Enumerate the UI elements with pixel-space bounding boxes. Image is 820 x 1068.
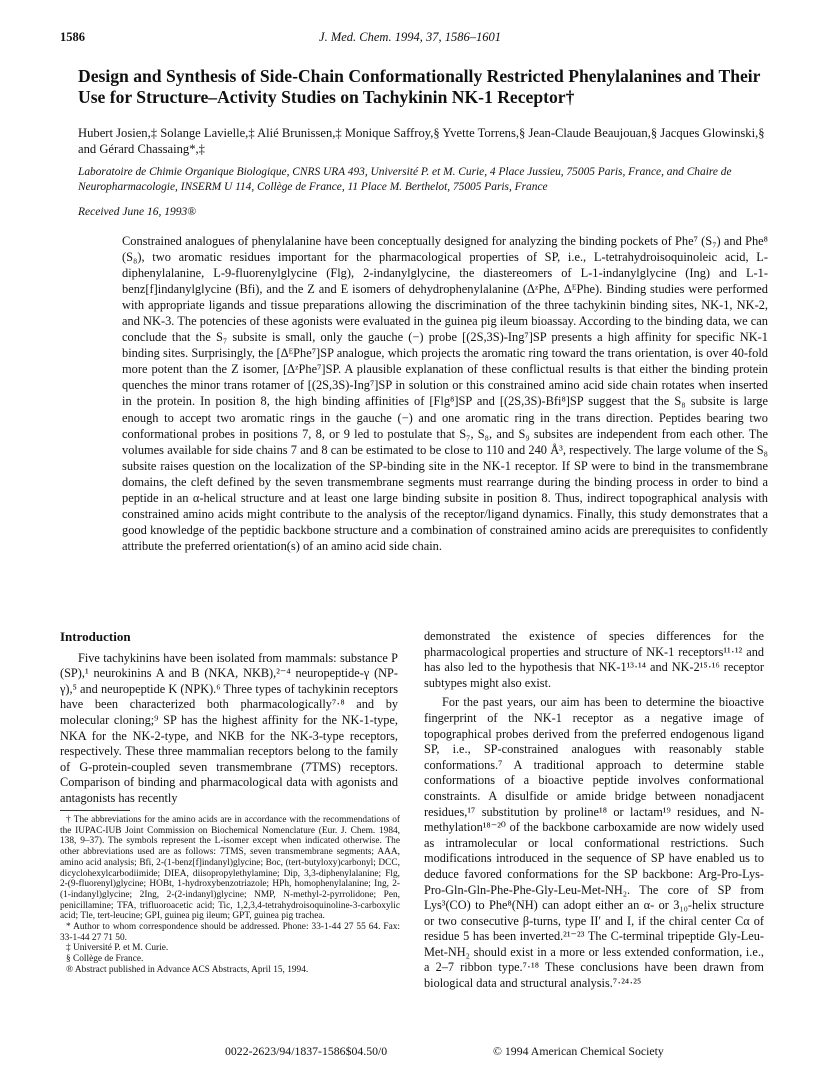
received-date: Received June 16, 1993® xyxy=(78,206,196,218)
section-heading-introduction: Introduction xyxy=(60,629,131,644)
left-column xyxy=(60,629,398,807)
intro-paragraph-1-continued: demonstrated the existence of species differences for the pharmacological properties and structure of NK-1 receptors¹¹·¹² and has also led to the hypothesis that NK-1¹³·¹⁴ and NK-2¹⁵·¹⁶ receptor subtypes might also exist. xyxy=(424,629,764,690)
author-list: Hubert Josien,‡ Solange Lavielle,‡ Alié Brunissen,‡ Monique Saffroy,§ Yvette Torrens,§ Jean-Claude Beaujouan,§ Jacques Glowinski,§ and Gérard Chassaing*,‡ xyxy=(78,126,765,156)
footnote-abstract-published: ® Abstract published in Advance ACS Abstracts, April 15, 1994. xyxy=(66,964,309,975)
issn-code: 0022-2623/94/1837-1586$04.50/0 xyxy=(225,1044,388,1058)
intro-paragraph-1: Five tachykinins have been isolated from mammals: substance P (SP),¹ neurokinins A and B (NKA, NKB),²⁻⁴ neuropeptide-γ (NP-γ),⁵ and neuropeptide K (NPK).⁶ Three types of tachykinin receptors have been characterized both pharmacologically⁷·⁸ and by molecular cloning;⁹ SP has the highest affinity for the NK-1-type, NKA for the NK-2-type, and NKB for the NK-3-type receptors, respectively. These three mammalian receptors belong to the family of G-protein-coupled seven transmembrane (7TMS) receptors. Comparison of binding and pharmacological data with agonists and antagonists has recently xyxy=(60,650,398,805)
affiliations: Laboratoire de Chimie Organique Biologique, CNRS URA 493, Université P. et M. Curie, 4 Place Jussieu, 75005 Paris, France, and Chaire de Neuropharmacologie, INSERM U 114, Collège de France, 11 Place M. Berthelot, 75005 Paris, France xyxy=(78,166,732,193)
footnotes xyxy=(60,815,400,976)
footnote-affil-2: § Collège de France. xyxy=(66,954,144,965)
copyright: © 1994 American Chemical Society xyxy=(493,1044,664,1058)
footnote-abbreviations: † The abbreviations for the amino acids are in accordance with the recommendations of the IUPAC-IUB Joint Commission on Biochemical Nomenclature (Eur. J. Chem. 1984, 138, 9–37). The symbols represent the L-isomer except when indicated otherwise. The other abbreviations used are as follows: 7TMS, seven transmembrane segments; AAA, amino acid analysis; Bfi, 2-(1-benz[f]indanyl)glycine; Boc, (tert-butyloxy)carbonyl; DCC, dicyclohexylcarbodiimide; DIEA, diisopropylethylamine; Dip, 3,3-diphenylalanine; Flg, 2-(9-fluorenyl)glycine; HOBt, 1-hydroxybenzotriazole; HPh, homophenylalanine; Ing, 2-(1-indanyl)glycine; 2Ing, 2-(2-indanyl)glycine; NMP, N-methyl-2-pyrrolidone; Pen, penicillamine; TFA, trifluoroacetic acid; Tic, 1,2,3,4-tetrahydroisoquinoline-3-carboxylic acid; Tle, tert-leucine; GPI, guinea pig ileum; GPT, guinea pig trachea. xyxy=(60,815,400,922)
journal-citation: J. Med. Chem. 1994, 37, 1586–1601 xyxy=(319,30,501,44)
article-title: Design and Synthesis of Side-Chain Conformationally Restricted Phenylalanines and Their Use for Structure–Activity Studies on Tachykinin NK-1 Receptor† xyxy=(78,66,761,107)
running-header xyxy=(60,30,760,48)
footnote-affil-1: ‡ Université P. et M. Curie. xyxy=(66,943,169,954)
page-number: 1586 xyxy=(60,30,85,44)
right-column xyxy=(424,629,764,992)
abstract: Constrained analogues of phenylalanine have been conceptually designed for analyzing the binding pockets of Phe⁷ (S₇) and Phe⁸ (S₈), two aromatic residues important for the pharmacological properties of SP, i.e., L-tetrahydroisoquinoleic acid, L-diphenylalanine, L-9-fluorenylglycine (Flg), 2-indanylglycine, the diastereomers of L-1-indanylglycine (Ing) and L-1-benz[f]indanylglycine (Bfi), and the Z and E isomers of dehydrophenylalanine (ΔᶻPhe, ΔᴱPhe). Binding studies were performed with appropriate ligands and tissue preparations allowing the discrimination of the three tachykinin binding sites, NK-1, NK-2, and NK-3. The potencies of these agonists were evaluated in the guinea pig ileum bioassay. According to the binding data, we can conclude that the S₇ subsite is small, only the gauche (−) probe [(2S,3S)-Ing⁷]SP presents a high affinity for specific NK-1 binding sites. Surprisingly, the [ΔᴱPhe⁷]SP analogue, which projects the aromatic ring toward the trans orientation, is over 40-fold more potent than the Z isomer, [ΔᶻPhe⁷]SP. A plausible explanation of these conflictual results is that either the binding protein quenches the minor trans rotamer of [(2S,3S)-Ing⁷]SP in solution or this constrained amino acid side chain rotates when inserted in the protein. In position 8, the high binding affinities of [Flg⁸]SP and [(2S,3S)-Bfi⁸]SP suggest that the S₈ subsite is large enough to accept two aromatic rings in the gauche (−) and one aromatic ring in the trans direction. Peptides bearing two conformational probes in positions 7, 8, or 9 led to postulate that S₇, S₈, and S₉ subsites are independent from each other. The volumes available for side chains 7 and 8 can be estimated to be close to 110 and 240 Å³, respectively. The large volume of the S₈ subsite raises question on the localization of the SP-binding site in the NK-1 receptor. If SP were to bind in the transmembrane domains, the cleft defined by the seven transmembrane segments must rearrange during the binding process in order to bind a peptide in an α-helical structure and at least one large binding subsite in position 8. Thus, indirect topographical analysis with constrained amino acids might contribute to the analysis of the receptor/ligand dynamics. Finally, this study demonstrates that a good knowledge of the peptidic backbone structure and a combination of constrained amino acids are prerequisites to confidently attribute the preferred orientation(s) of an amino acid side chain. xyxy=(122,234,768,553)
footnote-divider xyxy=(60,810,130,811)
footnote-correspondence: * Author to whom correspondence should be addressed. Phone: 33-1-44 27 55 64. Fax: 33-1-44 27 71 50. xyxy=(60,922,400,943)
intro-paragraph-2: For the past years, our aim has been to determine the bioactive fingerprint of the NK-1 receptor as a negative image of topographical probes derived from the preferred endogenous ligand SP, i.e., SP-constrained analogues with reasonably stable conformations.⁷ A traditional approach to determine stable conformations of a bioactive peptide involves conformational constraints. A disulfide or amide bridge between nonadjacent residues,¹⁷ substitution by proline¹⁸ or lactam¹⁹ residues, and N-methylation¹⁸⁻²⁰ of the backbone carboxamide are now widely used as intramolecular or local conformational restrictions. Such modifications introduced in the sequence of SP have enabled us to deduce favored conformations for the SP backbone: Arg-Pro-Lys-Pro-Gln-Gln-Phe-Phe-Gly-Leu-Met-NH₂. The core of SP from Lys³(CO) to Phe⁸(NH) can adopt either an α- or 3₁₀-helix structure or two consecutive β-turns, type II′ and I, if the chiral center Cα of residue 5 has been inverted.²¹⁻²³ The C-terminal tripeptide Gly-Leu-Met-NH₂ should exist in a more or less extended conformation, i.e., a 2–7 ribbon type.⁷·¹⁸ These conclusions have been drawn from biological data and structural analysis.⁷·²⁴·²⁵ xyxy=(424,695,764,991)
